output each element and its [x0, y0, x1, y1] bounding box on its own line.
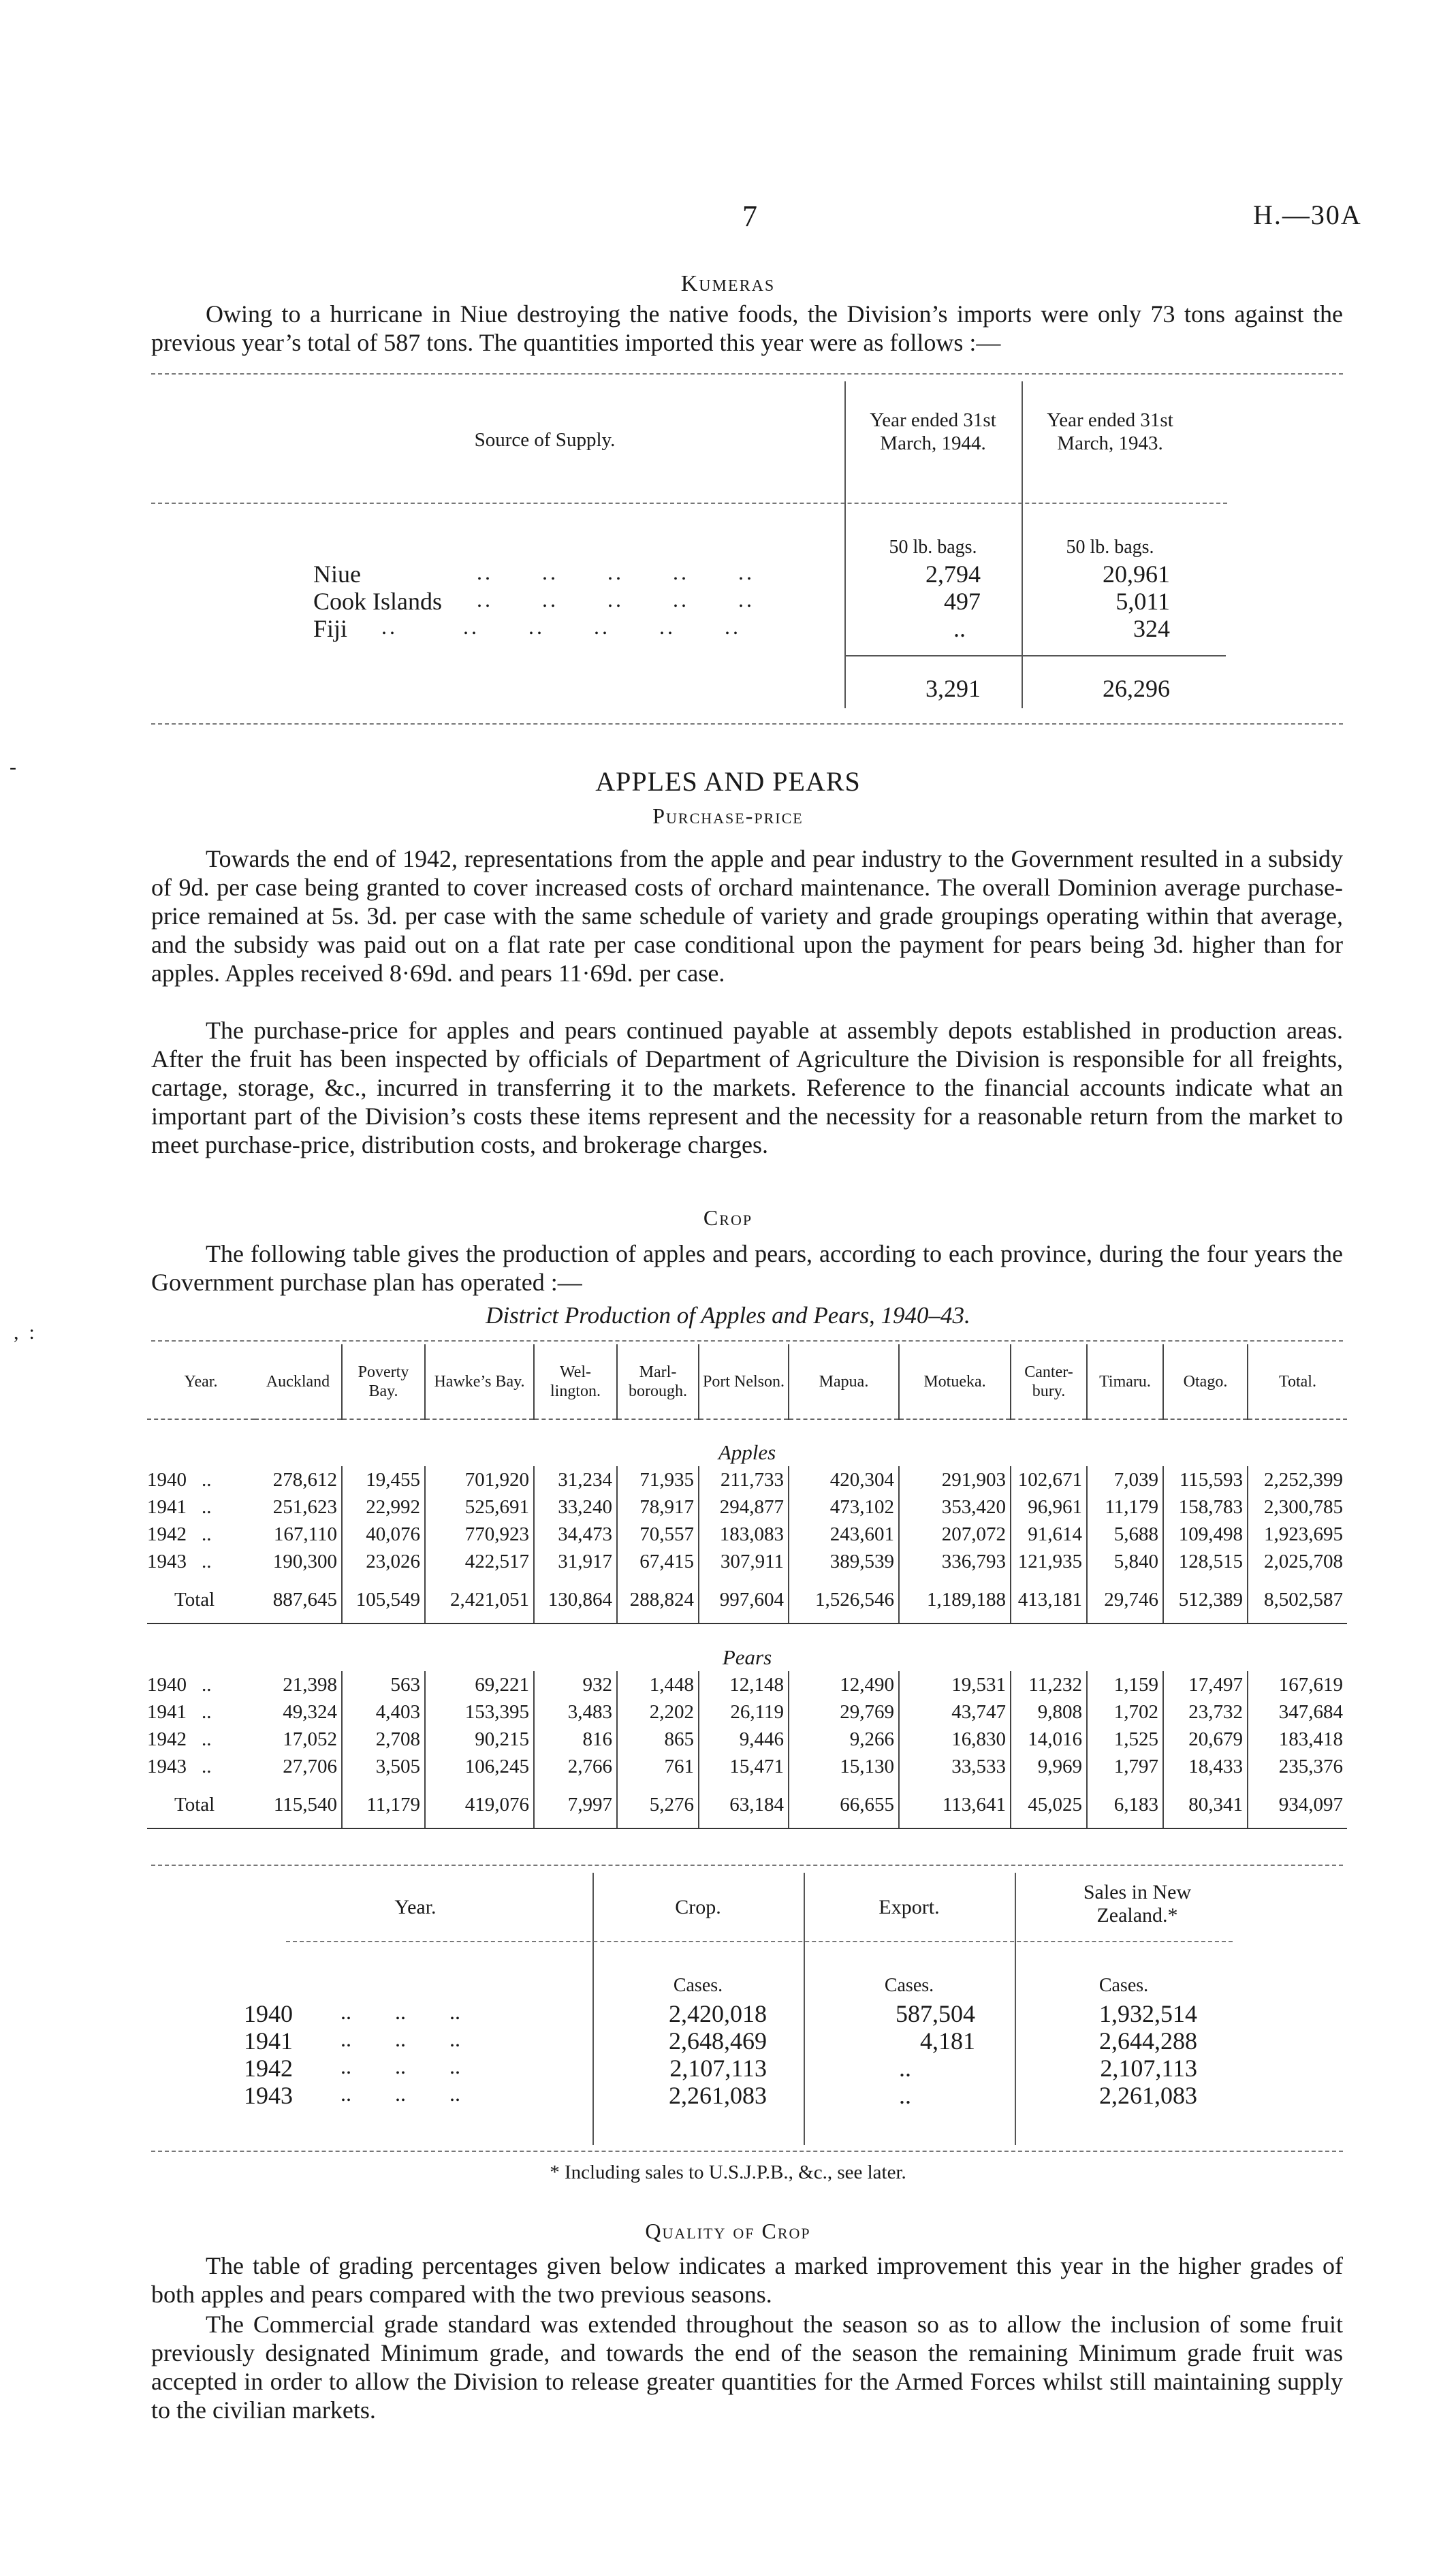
purchase-price-para1: Towards the end of 1942, representations from the apple and pear industry to the Government resulted in a subsidy of 9d. per case being granted to cover increased costs of orchard maintenance. The overall Dominion average purchase-price remained at 5s. 3d. per case with the same schedule of variety and grade groupings operating within that average, and the subsidy was paid out on a flat rate per case conditional upon the payment for pears being 3d. higher than for apples. Apples received 8·69d. and pears 11·69d. per case. — [151, 845, 1343, 987]
table-cell: 183,083 — [699, 1521, 789, 1548]
table-cell: 512,389 — [1163, 1575, 1248, 1623]
leader-dots: .. .. .. .. .. — [477, 587, 755, 612]
table-cell: 563 — [342, 1671, 425, 1698]
col-header: Poverty Bay. — [342, 1344, 425, 1419]
table-cell: 96,961 — [1011, 1493, 1087, 1521]
table-cell: 19,531 — [899, 1671, 1011, 1698]
table-cell: 701,920 — [425, 1466, 534, 1493]
table-cell: 17,497 — [1163, 1671, 1248, 1698]
table-cell: 11,179 — [342, 1780, 425, 1828]
table-cell: 31,917 — [534, 1548, 617, 1575]
table-cell: 66,655 — [789, 1780, 899, 1828]
row-year: 1940 .. — [147, 1469, 212, 1491]
table-cell: 997,604 — [699, 1575, 789, 1623]
kumeras-total-1944: 3,291 — [925, 675, 981, 702]
quality-para1: The table of grading percentages given below indicates a marked improvement this year in the higher grades of both apples and pears compared with the two previous seasons. — [151, 2252, 1343, 2308]
crop-year: 1941 — [244, 2027, 293, 2055]
kumeras-1943: 324 — [1133, 615, 1170, 642]
district-production-table — [147, 1344, 1347, 1829]
crop-intro: The following table gives the production of apples and pears, according to each province, during the four years the Government purchase plan has operated :— — [151, 1240, 1343, 1296]
sales-value: 1,932,514 — [1099, 2000, 1197, 2027]
table-cell: 211,733 — [699, 1466, 789, 1493]
purchase-price-heading: Purchase-price — [652, 804, 804, 828]
leader-dots: .. .. .. .. .. — [477, 560, 755, 584]
table-cell: 16,830 — [899, 1726, 1011, 1753]
sales-value: 2,261,083 — [1099, 2082, 1197, 2109]
kumeras-intro: Owing to a hurricane in Niue destroying the native foods, the Division’s imports were only 73 tons against the previous year’s total of 587 tons. The quantities imported this year were as follows :— — [151, 300, 1343, 356]
table-cell: 158,783 — [1163, 1493, 1248, 1521]
table-cell: 865 — [617, 1726, 699, 1753]
table-cell: 235,376 — [1278, 1756, 1343, 1777]
crop-col-sales: Sales in New Zealand.* — [1083, 1881, 1192, 1927]
table-row — [147, 1671, 1347, 1698]
row-year: 1942 .. — [147, 1523, 212, 1545]
table-cell: 105,549 — [342, 1575, 425, 1623]
kumeras-source: Niue — [313, 560, 361, 588]
table-cell: 932 — [534, 1671, 617, 1698]
table-cell: 12,490 — [789, 1671, 899, 1698]
kumeras-1944: .. — [953, 615, 966, 642]
table-cell: 1,702 — [1087, 1698, 1163, 1726]
table-cell: 167,619 — [1278, 1674, 1343, 1696]
table-cell: 934,097 — [1248, 1780, 1347, 1828]
doc-reference: H.—30A — [1253, 200, 1362, 230]
table-cell: 33,240 — [534, 1493, 617, 1521]
col-header: Mapua. — [789, 1344, 899, 1419]
section-label-row — [147, 1423, 1347, 1466]
table-cell: 69,221 — [425, 1671, 534, 1698]
table-cell: 389,539 — [789, 1548, 899, 1575]
sales-value: 2,644,288 — [1099, 2027, 1197, 2055]
col-header: Wel-lington. — [534, 1344, 617, 1419]
table-cell: 1,923,695 — [1264, 1523, 1343, 1545]
table-cell: 43,747 — [899, 1698, 1011, 1726]
col-header: Hawke’s Bay. — [425, 1344, 534, 1419]
quality-para2: The Commercial grade standard was extended throughout the season so as to allow the inclusion of some fruit previously designated Minimum grade, and towards the end of the season the remaining Minimum grade fruit was accepted in order to allow the Division to release greater quantities for the Armed Forces whilst still maintaining supply to the civilian markets. — [151, 2311, 1343, 2424]
table-cell: 128,515 — [1163, 1548, 1248, 1575]
table-cell: 67,415 — [617, 1548, 699, 1575]
crop-footnote: * Including sales to U.S.J.P.B., &c., see later. — [550, 2161, 906, 2183]
table-cell: 90,215 — [425, 1726, 534, 1753]
kumeras-col-1944: Year ended 31st March, 1944. — [870, 409, 996, 454]
total-row — [147, 1780, 1347, 1828]
table-cell: 347,684 — [1278, 1701, 1343, 1723]
table-cell: 23,732 — [1163, 1698, 1248, 1726]
table-cell: 7,997 — [534, 1780, 617, 1828]
table-cell: 294,877 — [699, 1493, 789, 1521]
table-cell: 288,824 — [617, 1575, 699, 1623]
table-cell: 34,473 — [534, 1521, 617, 1548]
col-header: Total. — [1279, 1372, 1316, 1391]
sales-value: 2,107,113 — [1100, 2055, 1197, 2082]
apples-label: Apples — [718, 1440, 776, 1464]
table-cell: 251,623 — [255, 1493, 342, 1521]
table-cell: 420,304 — [789, 1466, 899, 1493]
crop-col-crop: Crop. — [675, 1896, 721, 1918]
table-cell: 49,324 — [255, 1698, 342, 1726]
table-cell: 11,232 — [1011, 1671, 1087, 1698]
table-cell: 5,276 — [617, 1780, 699, 1828]
kumeras-1944: 497 — [944, 588, 981, 615]
leader-dots: .. .. .. — [341, 1999, 460, 2024]
table-cell: 167,110 — [255, 1521, 342, 1548]
table-cell: 413,181 — [1011, 1575, 1087, 1623]
table-cell: 113,641 — [899, 1780, 1011, 1828]
row-year: 1940 .. — [147, 1674, 212, 1696]
table-cell: 9,266 — [789, 1726, 899, 1753]
table-cell: 307,911 — [699, 1548, 789, 1575]
table-cell: 12,148 — [699, 1671, 789, 1698]
crop-heading: Crop — [703, 1205, 753, 1230]
table-cell: 278,612 — [255, 1466, 342, 1493]
table-row — [147, 1493, 1347, 1521]
table-cell: 70,557 — [617, 1521, 699, 1548]
col-header: Canter-bury. — [1011, 1344, 1087, 1419]
table-cell: 5,840 — [1087, 1548, 1163, 1575]
table-cell: 31,234 — [534, 1466, 617, 1493]
kumeras-unit-1944: 50 lb. bags. — [889, 537, 977, 558]
table-cell: 2,202 — [617, 1698, 699, 1726]
table-cell: 102,671 — [1011, 1466, 1087, 1493]
table-cell: 109,498 — [1163, 1521, 1248, 1548]
table-cell: 190,300 — [255, 1548, 342, 1575]
table-cell: 15,130 — [789, 1753, 899, 1780]
leader-dots: .. .. .. — [341, 2027, 460, 2051]
table-cell: 153,395 — [425, 1698, 534, 1726]
margin-mark: - — [10, 756, 16, 778]
table-cell: 353,420 — [899, 1493, 1011, 1521]
table-cell: 115,540 — [255, 1780, 342, 1828]
table-cell: 1,448 — [617, 1671, 699, 1698]
kumeras-1943: 5,011 — [1115, 588, 1170, 615]
table-cell: 1,526,546 — [789, 1575, 899, 1623]
row-year: 1942 .. — [147, 1728, 212, 1750]
kumeras-heading: Kumeras — [680, 271, 776, 296]
table-cell: 40,076 — [342, 1521, 425, 1548]
table-cell: 20,679 — [1163, 1726, 1248, 1753]
table-cell: 2,252,399 — [1264, 1469, 1343, 1491]
table-cell: 22,992 — [342, 1493, 425, 1521]
table-cell: 18,433 — [1163, 1753, 1248, 1780]
table-cell: 17,052 — [255, 1726, 342, 1753]
export-value: .. — [899, 2055, 911, 2082]
table-cell: 121,935 — [1011, 1548, 1087, 1575]
col-header: Port Nelson. — [699, 1344, 789, 1419]
table-cell: 115,593 — [1163, 1466, 1248, 1493]
table-cell: 291,903 — [899, 1466, 1011, 1493]
table-cell: 243,601 — [789, 1521, 899, 1548]
crop-year: 1943 — [244, 2082, 293, 2109]
export-value: 4,181 — [920, 2027, 975, 2055]
table-cell: 1,189,188 — [899, 1575, 1011, 1623]
kumeras-col-source: Source of Supply. — [474, 429, 616, 451]
page-number: 7 — [742, 200, 757, 233]
table-cell: 71,935 — [617, 1466, 699, 1493]
table-cell: 2,300,785 — [1264, 1496, 1343, 1518]
crop-year: 1942 — [244, 2055, 293, 2082]
table-cell: 106,245 — [425, 1753, 534, 1780]
leader-dots: .. .. .. — [341, 2054, 460, 2078]
kumeras-source: Fiji — [313, 615, 348, 642]
section-label-row — [147, 1623, 1347, 1671]
table-cell: 3,483 — [534, 1698, 617, 1726]
table-row — [147, 1548, 1347, 1575]
crop-value: 2,648,469 — [669, 2027, 767, 2055]
col-header: Motueka. — [899, 1344, 1011, 1419]
crop-col-year: Year. — [394, 1896, 437, 1918]
table-cell: 63,184 — [699, 1780, 789, 1828]
table-cell: 1,797 — [1087, 1753, 1163, 1780]
table-cell: 816 — [534, 1726, 617, 1753]
quality-heading: Quality of Crop — [645, 2219, 811, 2243]
district-header-row — [147, 1344, 1347, 1419]
table-cell: 761 — [617, 1753, 699, 1780]
table-cell: 9,969 — [1011, 1753, 1087, 1780]
table-cell: 8,502,587 — [1248, 1575, 1347, 1623]
col-header: Timaru. — [1087, 1344, 1163, 1419]
table-cell: 422,517 — [425, 1548, 534, 1575]
table-cell: 29,746 — [1087, 1575, 1163, 1623]
table-cell: 27,706 — [255, 1753, 342, 1780]
col-header: Marl-borough. — [617, 1344, 699, 1419]
kumeras-1944: 2,794 — [925, 560, 981, 588]
table-cell: 9,808 — [1011, 1698, 1087, 1726]
kumeras-unit-1943: 50 lb. bags. — [1066, 537, 1154, 558]
row-year: 1941 .. — [147, 1701, 212, 1723]
table-cell: 2,708 — [342, 1726, 425, 1753]
row-year: 1941 .. — [147, 1496, 212, 1518]
table-cell: 3,505 — [342, 1753, 425, 1780]
export-value: .. — [899, 2082, 911, 2109]
table-cell: 33,533 — [899, 1753, 1011, 1780]
table-cell: 78,917 — [617, 1493, 699, 1521]
margin-mark: , : — [14, 1321, 35, 1344]
table-cell: 6,183 — [1087, 1780, 1163, 1828]
row-year: 1943 .. — [147, 1551, 212, 1572]
crop-value: 2,107,113 — [669, 2055, 767, 2082]
table-cell: 19,455 — [342, 1466, 425, 1493]
row-year: Total — [147, 1780, 255, 1828]
table-cell: 29,769 — [789, 1698, 899, 1726]
table-cell: 14,016 — [1011, 1726, 1087, 1753]
table-cell: 1,159 — [1087, 1671, 1163, 1698]
table-cell: 2,421,051 — [425, 1575, 534, 1623]
kumeras-col-1943: Year ended 31st March, 1943. — [1047, 409, 1173, 454]
col-header: Year. — [184, 1372, 218, 1391]
table-row — [147, 1753, 1347, 1780]
sales-unit: Cases. — [1098, 1975, 1149, 1996]
table-cell: 15,471 — [699, 1753, 789, 1780]
table-cell: 207,072 — [899, 1521, 1011, 1548]
table-cell: 2,025,708 — [1264, 1551, 1343, 1572]
crop-unit: Cases. — [673, 1975, 723, 1996]
table-cell: 1,525 — [1087, 1726, 1163, 1753]
kumeras-source: Cook Islands — [313, 588, 442, 615]
table-cell: 21,398 — [255, 1671, 342, 1698]
col-header: Otago. — [1163, 1344, 1248, 1419]
table-cell: 45,025 — [1011, 1780, 1087, 1828]
row-year: 1943 .. — [147, 1756, 212, 1777]
col-header: Auckland — [255, 1344, 342, 1419]
crop-value: 2,261,083 — [669, 2082, 767, 2109]
table-cell: 887,645 — [255, 1575, 342, 1623]
table-cell: 770,923 — [425, 1521, 534, 1548]
table-cell: 336,793 — [899, 1548, 1011, 1575]
table-cell: 5,688 — [1087, 1521, 1163, 1548]
export-unit: Cases. — [884, 1975, 934, 1996]
table-cell: 9,446 — [699, 1726, 789, 1753]
table-cell: 473,102 — [789, 1493, 899, 1521]
leader-dots: .. .. .. .. .. .. — [381, 614, 741, 639]
table-cell: 80,341 — [1163, 1780, 1248, 1828]
table-cell: 525,691 — [425, 1493, 534, 1521]
table-cell: 419,076 — [425, 1780, 534, 1828]
apples-pears-heading: APPLES AND PEARS — [595, 766, 861, 797]
pears-label: Pears — [722, 1645, 772, 1669]
leader-dots: .. .. .. — [341, 2081, 460, 2106]
total-row — [147, 1575, 1347, 1623]
table-cell: 4,403 — [342, 1698, 425, 1726]
table-cell: 91,614 — [1011, 1521, 1087, 1548]
table-row — [147, 1698, 1347, 1726]
table-cell: 7,039 — [1087, 1466, 1163, 1493]
kumeras-1943: 20,961 — [1103, 560, 1170, 588]
crop-col-export: Export. — [879, 1896, 940, 1918]
purchase-price-para2: The purchase-price for apples and pears continued payable at assembly depots established in production areas. After the fruit has been inspected by officials of Department of Agriculture the Division is responsible for all freights, cartage, storage, &c., incurred in transferring it to the markets. Reference to the financial accounts indicate what an important part of the Division’s costs these items represent and the necessity for a reasonable return from the market to meet purchase-price, distribution costs, and brokerage charges. — [151, 1017, 1343, 1158]
crop-year: 1940 — [244, 2000, 293, 2027]
table-cell: 183,418 — [1278, 1728, 1343, 1750]
crop-value: 2,420,018 — [669, 2000, 767, 2027]
table-row — [147, 1726, 1347, 1753]
export-value: 587,504 — [896, 2000, 975, 2027]
district-table-title: District Production of Apples and Pears, 1940–43. — [486, 1302, 970, 1329]
table-row — [147, 1466, 1347, 1493]
table-cell: 11,179 — [1087, 1493, 1163, 1521]
table-row — [147, 1521, 1347, 1548]
table-cell: 23,026 — [342, 1548, 425, 1575]
row-year: Total — [147, 1575, 255, 1623]
table-cell: 2,766 — [534, 1753, 617, 1780]
table-cell: 26,119 — [699, 1698, 789, 1726]
kumeras-total-1943: 26,296 — [1103, 675, 1170, 702]
table-cell: 130,864 — [534, 1575, 617, 1623]
